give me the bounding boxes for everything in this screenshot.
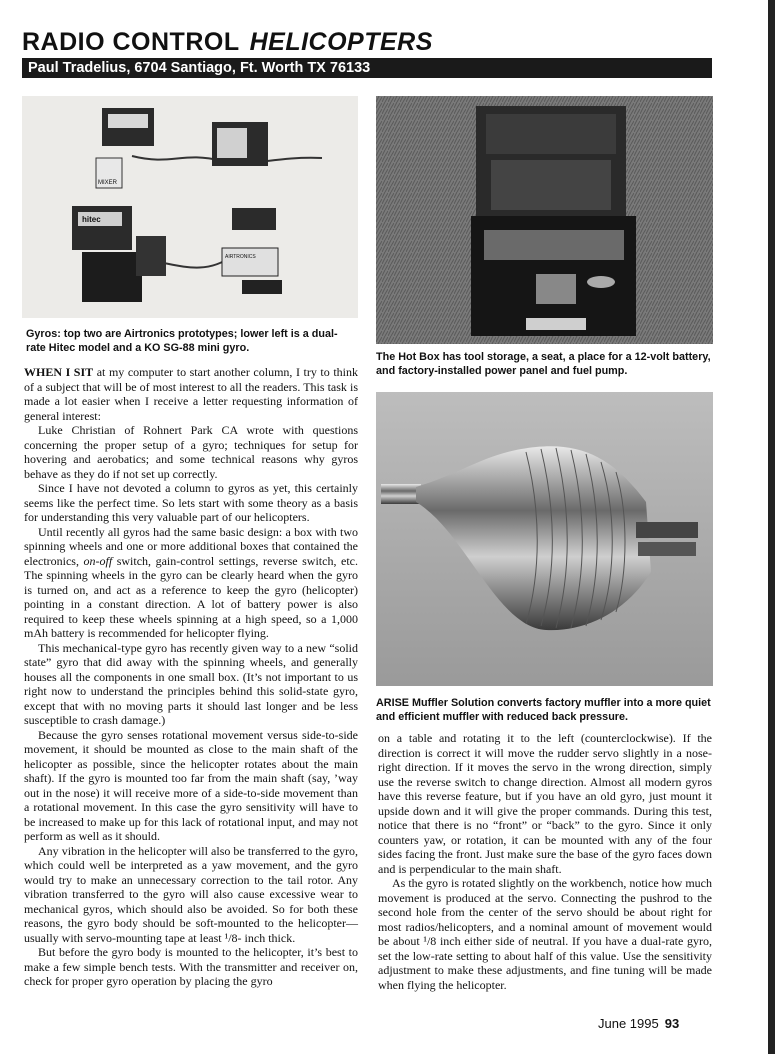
mixer-label: MIXER [98, 180, 118, 186]
hotbox-photo [376, 96, 713, 344]
paragraph: WHEN I SIT at my computer to start another column, I try to think of a subject that will be of most interest to all the readers. This task is made a lot easier when I receive a letter requesting information of general interest: [24, 365, 358, 423]
paragraph: This mechanical-type gyro has recently given way to a new “solid state” gyro that did away with the spinning wheels, and generally houses all the components in one small box. (It’s not important to us right now to understand the principles behind this solid-state gyro, except that with no moving parts it should last longer and be less susceptible to crash damage.) [24, 640, 358, 727]
mixer-unit [96, 158, 122, 188]
article-column-left [24, 365, 358, 989]
gyro-unit-1 [102, 108, 154, 146]
paragraph: Until recently all gyros had the same basic design: a box with two spinning wheels and one or more additional boxes that contained the electronics, on-off switch, gain-control settings, reverse switch, etc. The spinning wheels in the gyro can be clearly heard when the gyro is turned on, and act as a reference to keep the gyro (helicopter) pointing in a constant direction. A lot of battery power is also required to keep these wheels spinning at a high speed, so a 1,000 mAh battery is recommended for helicopter flying. [24, 524, 358, 640]
issue-date: June 1995 [598, 1016, 659, 1031]
paragraph: But before the gyro body is mounted to the helicopter, it’s best to make a few simple bench tests. With the transmitter and receiver on, check for proper gyro operation by placing the gyro [24, 945, 358, 988]
page-number: 93 [664, 1016, 680, 1031]
page-footer [598, 1016, 679, 1031]
paragraph: Luke Christian of Rohnert Park CA wrote with questions concerning the proper setup of a gyro; techniques for setup for hovering and aerobatics; and some technical reasons why gyros behave as they do if not set up correctly. [24, 423, 358, 481]
airtronics-label: AIRTRONICS [225, 254, 256, 260]
title-italic: HELICOPTERS [249, 28, 433, 56]
title-main: RADIO CONTROL [22, 28, 240, 56]
paragraph: Because the gyro senses rotational movement versus side-to-side movement, it should be mounted as close to the main shaft of the helicopter as possible, since the helicopter rotates about the main shaft). If the gyro is mounted too far from the main shaft (say, ’way out in the nose) it will receive more of a side-to-side movement than a rotational movement. In this case the gyro sensitivity will have to be increased to make up for this lack of rotational input, and may not perform as well as it should. [24, 727, 358, 843]
caption-gyros: Gyros: top two are Airtronics prototypes; lower left is a dual-rate Hitec model and a KO SG-88 mini gyro. [26, 328, 338, 354]
article-column-right [378, 731, 712, 992]
gyros-photo [22, 96, 358, 318]
paragraph: Since I have not devoted a column to gyros as yet, this certainly seems like the perfect time. So lets start with some theory as a basis for understanding this very valuable part of our helicopters. [24, 481, 358, 524]
paragraph: As the gyro is rotated slightly on the workbench, notice how much movement is produced at the servo. Connecting the pushrod to the second hole from the center of the servo should be about right for most radios/helicopters, and a nominal amount of movement would be about ¹/8 inch either side of neutral. If you have a dual-rate gyro, set the low-rate setting to about half of this value. Use the sensitivity adjustment to make these adjustments, and fine tuning will be made when flying the helicopter. [378, 876, 712, 992]
hitec-label: hitec [82, 215, 101, 224]
paragraph: Any vibration in the helicopter will also be transferred to the gyro, which could well be interpreted as a yaw movement, and the gyro would try to make an unnecessary correction to the tail rotor. Any vibration transferred to the gyro will also cause excessive wear to mechanical gyros, which should also be avoided. So for both these reasons, the gyro body should be soft-mounted to the helicopter—usually with servo-mounting tape at least ¹/8- inch thick. [24, 843, 358, 945]
author-bar: Paul Tradelius, 6704 Santiago, Ft. Worth TX 76133 [22, 58, 712, 78]
scan-edge [768, 0, 775, 1054]
gyro-unit-2 [212, 122, 268, 166]
caption-muffler: ARISE Muffler Solution converts factory muffler into a more quiet and efficient muffler with reduced back pressure. [376, 697, 711, 723]
caption-hotbox: The Hot Box has tool storage, a seat, a place for a 12-volt battery, and factory-installed power panel and fuel pump. [376, 351, 711, 377]
column-title [22, 28, 433, 57]
paragraph: on a table and rotating it to the left (counterclockwise). If the direction is correct it will move the rudder servo slightly in a nose-right direction. If it moves the servo in the wrong direction, simply use the reverse switch to change direction. Almost all modern gyros have this reverse feature, but if you have an old gyro, just mount it upside down and it will give the proper commands. During this test, notice that there is no “front” or “back” to the gyro. Since it only counters yaw, or rotation, it can be mounted with any of the four sides facing the front. Just make sure the base of the gyro faces down and is perpendicular to the main shaft. [378, 731, 712, 876]
muffler-photo [376, 392, 713, 686]
lead-in: WHEN I SIT [24, 365, 94, 379]
toolbox [471, 106, 636, 336]
